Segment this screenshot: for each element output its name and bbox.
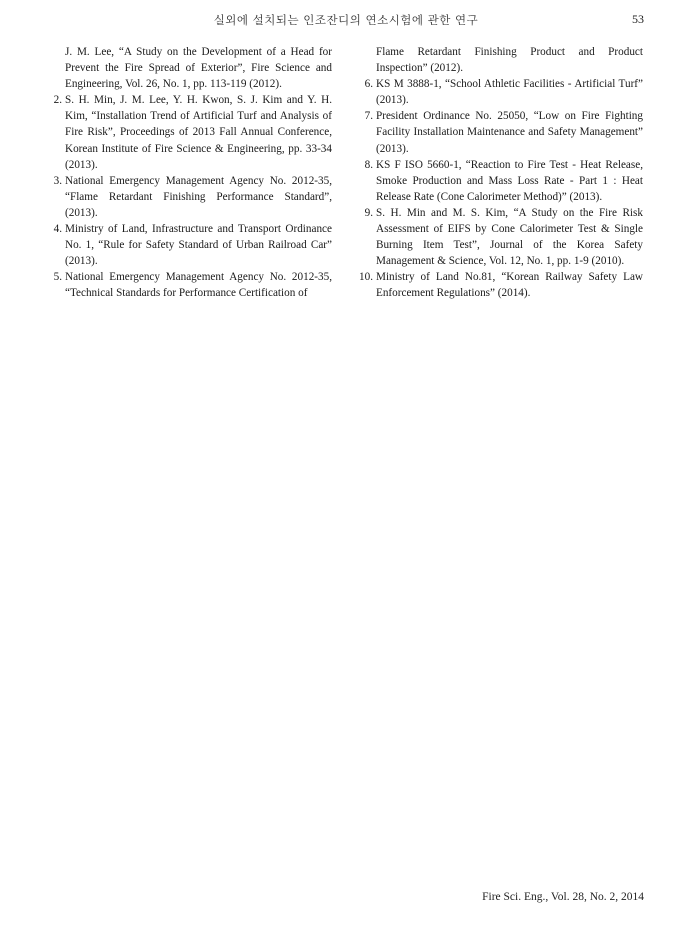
reference-10 bbox=[357, 269, 643, 301]
reference-9 bbox=[357, 205, 643, 269]
reference-text: National Emergency Management Agency No. 2012-35, “Flame Retardant Finishing Performance Standard”, (2013). bbox=[65, 174, 332, 219]
reference-3 bbox=[46, 173, 332, 221]
reference-number: 7. bbox=[364, 110, 373, 123]
references-right-column bbox=[357, 44, 643, 302]
reference-number: 6. bbox=[364, 78, 373, 91]
reference-text: Ministry of Land No.81, “Korean Railway Safety Law Enforcement Regulations” (2014). bbox=[376, 271, 643, 300]
reference-number: 3. bbox=[53, 174, 62, 187]
reference-text: S. H. Min and M. S. Kim, “A Study on the Fire Risk Assessment of EIFS by Cone Calorimeter Test & Single Burning Item Test”, Journal of the Korea Safety Management & Science, Vol. 12, No. 1, pp. 1-9 (2010). bbox=[376, 206, 643, 268]
reference-4 bbox=[46, 221, 332, 269]
reference-1-continued bbox=[46, 44, 332, 92]
reference-8 bbox=[357, 157, 643, 205]
reference-text: KS F ISO 5660-1, “Reaction to Fire Test - Heat Release, Smoke Production and Mass Loss Rate - Part 1 : Heat Release Rate (Cone Calorimeter Method)” (2013). bbox=[376, 158, 643, 203]
reference-5 bbox=[46, 269, 332, 301]
reference-number: 9. bbox=[364, 206, 373, 219]
reference-number: 2. bbox=[53, 94, 62, 107]
reference-number: 10. bbox=[359, 271, 373, 284]
running-footer: Fire Sci. Eng., Vol. 28, No. 2, 2014 bbox=[482, 891, 644, 903]
reference-text: S. H. Min, J. M. Lee, Y. H. Kwon, S. J. Kim and Y. H. Kim, “Installation Trend of Artificial Turf and Analysis of Fire Risk”, Proceedings of 2013 Fall Annual Conference, Korean Institute of Fire Science & Engineering, pp. 33-34 (2013). bbox=[65, 94, 332, 171]
reference-number: 8. bbox=[364, 158, 373, 171]
reference-text: KS M 3888-1, “School Athletic Facilities - Artificial Turf” (2013). bbox=[376, 78, 643, 107]
running-title: 실외에 설치되는 인조잔디의 연소시험에 관한 연구 bbox=[213, 13, 479, 27]
reference-2 bbox=[46, 92, 332, 172]
reference-text: Ministry of Land, Infrastructure and Transport Ordinance No. 1, “Rule for Safety Standard of Urban Railroad Car” (2013). bbox=[65, 223, 332, 268]
reference-text: J. M. Lee, “A Study on the Development of a Head for Prevent the Fire Spread of Exterior”, Fire Science and Engineering, Vol. 26, No. 1, pp. 113-119 (2012). bbox=[65, 46, 332, 91]
reference-text: President Ordinance No. 25050, “Low on Fire Fighting Facility Installation Maintenance and Safety Management” (2013). bbox=[376, 110, 643, 155]
reference-5-continued bbox=[357, 44, 643, 76]
page-number: 53 bbox=[632, 12, 644, 26]
reference-text: Flame Retardant Finishing Product and Product Inspection” (2012). bbox=[376, 46, 643, 75]
reference-text: National Emergency Management Agency No. 2012-35, “Technical Standards for Performance Certification of bbox=[65, 271, 332, 300]
running-header bbox=[0, 12, 692, 30]
reference-number: 5. bbox=[53, 271, 62, 284]
references-left-column bbox=[46, 44, 332, 302]
reference-6 bbox=[357, 76, 643, 108]
reference-7 bbox=[357, 108, 643, 156]
reference-number: 4. bbox=[53, 223, 62, 236]
